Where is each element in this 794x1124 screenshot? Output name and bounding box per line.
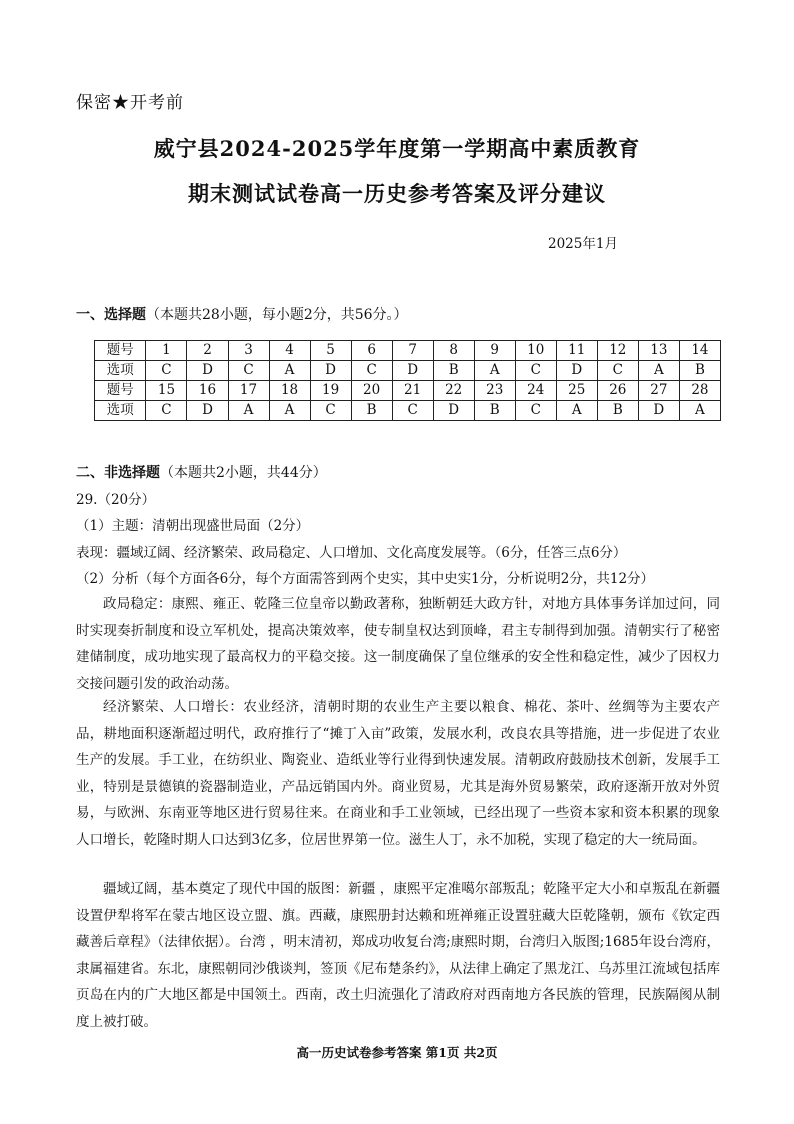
answer-option-cell: A (474, 361, 515, 381)
question-number-cell: 27 (638, 381, 679, 401)
question-number-cell: 4 (269, 341, 310, 361)
row-label-option: 选项 (95, 361, 146, 381)
question-number-cell: 18 (269, 381, 310, 401)
question-number-cell: 16 (187, 381, 228, 401)
answer-option-cell: B (679, 361, 720, 381)
page-footer: 高一历史试卷参考答案 第1页 共2页 (296, 1045, 498, 1060)
answer-option-cell: C (515, 401, 556, 421)
question-number-cell: 12 (597, 341, 638, 361)
section1-note: （本题共28小题，每小题2分，共56分。） (146, 307, 408, 323)
answer-option-cell: C (351, 361, 392, 381)
section1-heading (76, 304, 408, 324)
answer-option-cell: D (433, 401, 474, 421)
question-number-cell: 19 (310, 381, 351, 401)
answer-option-cell: D (187, 361, 228, 381)
table-row-options (95, 401, 721, 421)
answer-option-cell: C (597, 361, 638, 381)
answer-option-cell: A (228, 401, 269, 421)
confidential-label: 保密★开考前 (76, 93, 184, 113)
answer-option-cell: B (597, 401, 638, 421)
answer-option-cell: A (679, 401, 720, 421)
answer-option-cell: A (638, 361, 679, 381)
row-label-number: 题号 (95, 341, 146, 361)
question-number-cell: 15 (146, 381, 187, 401)
question-number-cell: 5 (310, 341, 351, 361)
section1-title: 一、选择题 (76, 307, 146, 323)
answer-option-cell: D (187, 401, 228, 421)
question-number-cell: 17 (228, 381, 269, 401)
title-line-2: 期末测试试卷高一历史参考答案及评分建议 (188, 181, 606, 206)
paragraph-economy: 经济繁荣、人口增长：农业经济，清朝时期的农业生产主要以粮食、棉花、茶叶、丝绸等为主要农产品，耕地面积逐渐超过明代，政府推行了“摊丁入亩”政策，发展水利，改良农具等措施，进一步促进了农业生产的发展。手工业，在纺织业、陶瓷业、造纸业等行业得到快速发展。清朝政府鼓励技术创新，发展手工业，特别是景德镇的瓷器制造业，产品远销国内外。商业贸易，尤其是海外贸易繁荣，政府逐渐开放对外贸易，与欧洲、东南亚等地区进行贸易往来。在商业和手工业领域，已经出现了一些资本家和资本积累的现象人口增长，乾隆时期人口达到3亿多，位居世界第一位。滋生人丁，永不加税，实现了稳定的大一统局面。 (76, 699, 720, 848)
title-line-1: 威宁县2024-2025学年度第一学期高中素质教育 (153, 136, 641, 161)
question-29-part1: （1）主题：清朝出现盛世局面（2分） (76, 518, 310, 534)
answer-option-cell: A (556, 401, 597, 421)
date-label: 2025年1月 (548, 236, 618, 252)
answer-option-cell: C (228, 361, 269, 381)
answer-option-cell: A (269, 401, 310, 421)
row-label-number: 题号 (95, 381, 146, 401)
answer-option-cell: B (351, 401, 392, 421)
question-number-cell: 26 (597, 381, 638, 401)
question-number-cell: 13 (638, 341, 679, 361)
table-row-options (95, 361, 721, 381)
paragraph-territory: 疆域辽阔，基本奠定了现代中国的版图：新疆 ，康熙平定准噶尔部叛乱；乾隆平定大小和卓叛乱在新疆设置伊犁将军在蒙古地区设立盟、旗。西藏，康熙册封达赖和班禅雍正设置驻藏大臣乾隆朝，颁布《钦定西藏善后章程》（法律依据）。台湾 ，明末清初，郑成功收复台湾;康熙时期，台湾归入版图;1685年设台湾府，隶属福建省。东北，康熙朝同沙俄谈判，签顶《尼布楚条约》，从法律上确定了黑龙江、乌苏里江流域包括库页岛在内的广大地区都是中国领土。西南，改土归流强化了清政府对西南地方各民族的管理，民族隔阂从制度上被打破。 (76, 881, 720, 1030)
question-29-part2: （2）分析（每个方面各6分，每个方面需答到两个史实，其中史实1分，分析说明2分，共12分） (76, 571, 655, 587)
answer-option-cell: B (433, 361, 474, 381)
section2-heading (76, 462, 327, 482)
question-number-cell: 8 (433, 341, 474, 361)
section2-title: 二、非选择题 (76, 465, 160, 481)
question-29-biaoxian: 表现：疆域辽阔、经济繁荣、政局稳定、人口增加、文化高度发展等。（6分，任答三点6分） (76, 545, 627, 561)
question-number-cell: 2 (187, 341, 228, 361)
section2-note: （本题共2小题，共44分） (160, 465, 327, 481)
table-row-numbers (95, 341, 721, 361)
question-number-cell: 10 (515, 341, 556, 361)
answer-option-cell: C (146, 361, 187, 381)
question-number-cell: 28 (679, 381, 720, 401)
question-number-cell: 23 (474, 381, 515, 401)
answer-option-cell: D (310, 361, 351, 381)
question-number-cell: 14 (679, 341, 720, 361)
answer-option-cell: A (269, 361, 310, 381)
question-number-cell: 24 (515, 381, 556, 401)
paragraph-politics: 政局稳定：康熙、雍正、乾隆三位皇帝以勤政著称，独断朝廷大政方针，对地方具体事务详加过问，同时实现奏折制度和设立军机处，提高决策效率，使专制皇权达到顶峰，君主专制得到加强。清朝实行了秘密建储制度，成功地实现了最高权力的平稳交接。这一制度确保了皇位继承的安全性和稳定性，减少了因权力交接问题引发的政治动荡。 (76, 596, 720, 692)
table-row-numbers (95, 381, 721, 401)
answer-option-cell: D (392, 361, 433, 381)
question-number-cell: 22 (433, 381, 474, 401)
question-number-cell: 6 (351, 341, 392, 361)
question-29-heading: 29.（20分） (76, 492, 156, 508)
answer-table (94, 340, 721, 421)
question-number-cell: 3 (228, 341, 269, 361)
answer-option-cell: C (146, 401, 187, 421)
answer-option-cell: D (638, 401, 679, 421)
answer-option-cell: C (392, 401, 433, 421)
question-number-cell: 7 (392, 341, 433, 361)
row-label-option: 选项 (95, 401, 146, 421)
answer-option-cell: C (515, 361, 556, 381)
question-number-cell: 21 (392, 381, 433, 401)
answer-option-cell: D (556, 361, 597, 381)
question-number-cell: 11 (556, 341, 597, 361)
question-number-cell: 20 (351, 381, 392, 401)
answer-option-cell: C (310, 401, 351, 421)
question-number-cell: 1 (146, 341, 187, 361)
answer-option-cell: B (474, 401, 515, 421)
question-number-cell: 25 (556, 381, 597, 401)
question-number-cell: 9 (474, 341, 515, 361)
